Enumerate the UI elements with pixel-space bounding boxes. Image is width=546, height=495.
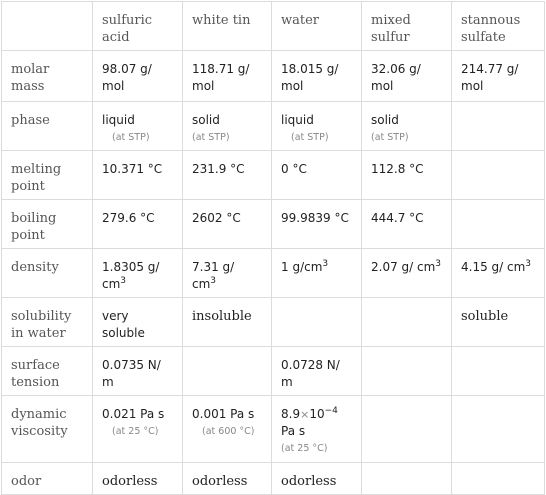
table-row-molar-mass (2, 51, 545, 102)
density-value: 1 g/cm (281, 260, 323, 274)
boiling-point-sulfuric-acid: 279.6 °C (93, 200, 183, 249)
row-header-melting-point: melting point (2, 151, 93, 200)
viscosity-stannous-sulfate (452, 396, 545, 463)
phase-note: (at STP) (371, 132, 409, 143)
boiling-point-white-tin: 2602 °C (183, 200, 272, 249)
melting-point-white-tin: 231.9 °C (183, 151, 272, 200)
row-header-surface-tension: surface tension (2, 347, 93, 396)
viscosity-unit: Pa s (281, 424, 306, 438)
phase-note: (at STP) (291, 132, 329, 143)
header-row (2, 2, 545, 51)
phase-note: (at STP) (192, 132, 230, 143)
row-header-boiling-point: boiling point (2, 200, 93, 249)
viscosity-note: (at 25 °C) (112, 426, 159, 437)
viscosity-water (272, 396, 362, 463)
melting-point-mixed-sulfur: 112.8 °C (362, 151, 452, 200)
column-header-mixed-sulfur: mixed sulfur (362, 2, 452, 51)
viscosity-mixed-sulfur (362, 396, 452, 463)
phase-stannous-sulfate (452, 102, 545, 151)
viscosity-base: 10 (309, 407, 325, 421)
odor-value: odorless (281, 474, 337, 489)
table-row-density (2, 249, 545, 298)
table-row-phase (2, 102, 545, 151)
density-white-tin (183, 249, 272, 298)
row-header-dynamic-viscosity: dynamic viscosity (2, 396, 93, 463)
table-row-solubility (2, 298, 545, 347)
phase-mixed-sulfur (362, 102, 452, 151)
density-exponent: 3 (525, 259, 532, 269)
row-header-solubility: solubility in water (2, 298, 93, 347)
surface-tension-water: 0.0728 N/ m (272, 347, 362, 396)
boiling-point-stannous-sulfate (452, 200, 545, 249)
density-value: 2.07 g/ cm (371, 260, 436, 274)
column-header-sulfuric-acid: sulfuric acid (93, 2, 183, 51)
odor-water (272, 463, 362, 495)
density-exponent: 3 (435, 259, 442, 269)
density-exponent: 3 (120, 276, 127, 286)
melting-point-sulfuric-acid: 10.371 °C (93, 151, 183, 200)
phase-value: liquid (281, 113, 314, 127)
solubility-mixed-sulfur (362, 298, 452, 347)
solubility-stannous-sulfate (452, 298, 545, 347)
boiling-point-water: 99.9839 °C (272, 200, 362, 249)
column-header-water: water (272, 2, 362, 51)
viscosity-value: 0.001 Pa s (192, 407, 255, 421)
density-exponent: 3 (210, 276, 217, 286)
properties-table (1, 1, 545, 495)
density-stannous-sulfate (452, 249, 545, 298)
surface-tension-mixed-sulfur (362, 347, 452, 396)
row-header-density: density (2, 249, 93, 298)
molar-mass-water: 18.015 g/ mol (272, 51, 362, 102)
viscosity-sulfuric-acid (93, 396, 183, 463)
odor-white-tin (183, 463, 272, 495)
phase-note: (at STP) (112, 132, 150, 143)
solubility-sulfuric-acid: very soluble (93, 298, 183, 347)
density-value: 1.8305 g/ cm (102, 260, 160, 291)
surface-tension-white-tin (183, 347, 272, 396)
boiling-point-mixed-sulfur: 444.7 °C (362, 200, 452, 249)
row-header-molar-mass: molar mass (2, 51, 93, 102)
table-row-boiling-point (2, 200, 545, 249)
surface-tension-stannous-sulfate (452, 347, 545, 396)
viscosity-note: (at 25 °C) (281, 443, 328, 454)
molar-mass-stannous-sulfate: 214.77 g/ mol (452, 51, 545, 102)
phase-value: liquid (102, 113, 135, 127)
phase-sulfuric-acid (93, 102, 183, 151)
column-header-stannous-sulfate: stannous sulfate (452, 2, 545, 51)
density-value: 7.31 g/ cm (192, 260, 235, 291)
table-row-surface-tension (2, 347, 545, 396)
corner-cell (2, 2, 93, 51)
odor-value: odorless (102, 474, 158, 489)
viscosity-exponent: −4 (324, 406, 338, 416)
phase-value: solid (192, 113, 220, 127)
odor-mixed-sulfur (362, 463, 452, 495)
viscosity-value: 0.021 Pa s (102, 407, 165, 421)
molar-mass-white-tin: 118.71 g/ mol (183, 51, 272, 102)
density-sulfuric-acid (93, 249, 183, 298)
solubility-value: insoluble (192, 309, 252, 324)
row-header-odor: odor (2, 463, 93, 495)
odor-value: odorless (192, 474, 248, 489)
viscosity-white-tin (183, 396, 272, 463)
phase-water (272, 102, 362, 151)
solubility-water (272, 298, 362, 347)
row-header-phase: phase (2, 102, 93, 151)
phase-value: solid (371, 113, 399, 127)
times-sign: × (300, 408, 310, 421)
solubility-value: soluble (461, 309, 509, 324)
density-exponent: 3 (322, 259, 329, 269)
table-row-dynamic-viscosity (2, 396, 545, 463)
odor-stannous-sulfate (452, 463, 545, 495)
viscosity-note: (at 600 °C) (202, 426, 255, 437)
melting-point-stannous-sulfate (452, 151, 545, 200)
table-row-odor (2, 463, 545, 495)
density-value: 4.15 g/ cm (461, 260, 526, 274)
surface-tension-sulfuric-acid: 0.0735 N/ m (93, 347, 183, 396)
viscosity-mantissa: 8.9 (281, 407, 301, 421)
molar-mass-mixed-sulfur: 32.06 g/ mol (362, 51, 452, 102)
phase-white-tin (183, 102, 272, 151)
column-header-white-tin: white tin (183, 2, 272, 51)
table-row-melting-point (2, 151, 545, 200)
density-mixed-sulfur (362, 249, 452, 298)
melting-point-water: 0 °C (272, 151, 362, 200)
solubility-white-tin (183, 298, 272, 347)
density-water (272, 249, 362, 298)
molar-mass-sulfuric-acid: 98.07 g/ mol (93, 51, 183, 102)
odor-sulfuric-acid (93, 463, 183, 495)
